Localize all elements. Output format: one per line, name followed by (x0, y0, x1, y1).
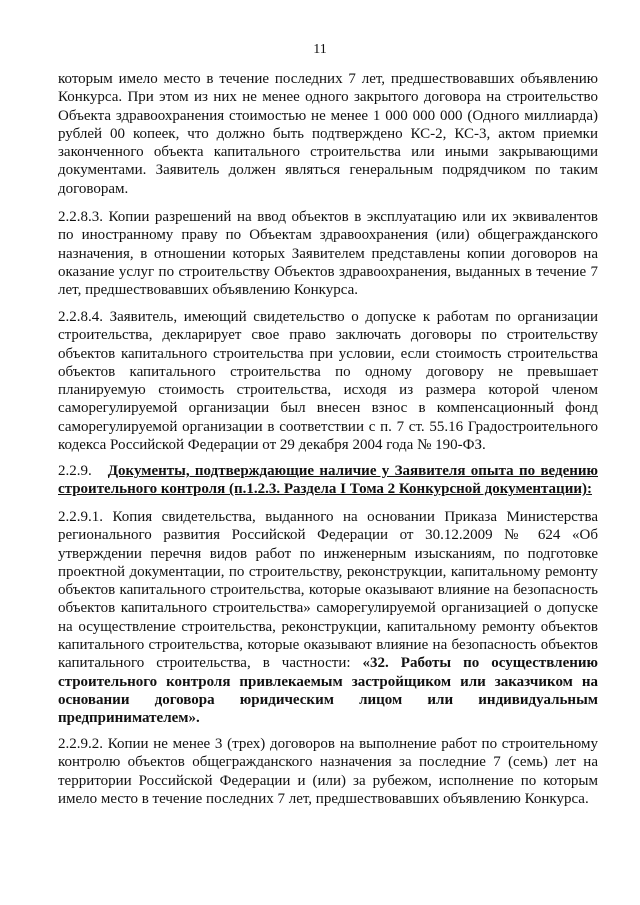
text-line: регионального развития Российской Федерации от 30.12.2009 № 624 «Об (58, 527, 598, 544)
heading-line (58, 462, 598, 480)
text-line: 2.2.9.1. Копия свидетельства, выданного на основании Приказа Министерства (58, 509, 598, 525)
paragraph-2-2-9-2 (58, 735, 598, 808)
text-line: лет, предшествовавших объявлению Конкурса. (58, 282, 358, 299)
text-line: контролю объектов общегражданского назначения за последние 7 (семь) лет на (58, 754, 598, 771)
text-line: имело место в течение последних 7 лет, предшествовавших объявлению Конкурса. (58, 790, 589, 807)
text-line (58, 654, 598, 672)
text-line: которым имело место в течение последних 7 лет, предшествовавших объявлению (58, 71, 598, 87)
text-line: документами. Заявитель должен являться генеральным подрядчиком по таким (58, 162, 598, 179)
text-line: 2.2.8.3. Копии разрешений на ввод объектов в эксплуатацию или их эквивалентов (58, 209, 598, 225)
paragraph-2-2-8-3 (58, 208, 598, 299)
text-line: объектов капитального строительства» саморегулируемой организацией о допуске (58, 600, 598, 617)
text-line: саморегулируемой организации в соответствии с п. 7 ст. 55.16 Градостроительного (58, 418, 598, 435)
text-line: договорам. (58, 180, 129, 197)
heading-text: Документы, подтверждающие наличие у Заявителя опыта по ведению (107, 463, 598, 479)
text-line: планируемую стоимость строительства, исходя из размера которой членом (58, 382, 598, 399)
paragraph-continuation (58, 70, 598, 198)
text-line: утверждении перечня видов работ по инженерным изысканиям, по подготовке (58, 545, 598, 562)
text-line: назначения, в отношении которых Заявителем представлены копии договоров на (58, 245, 598, 262)
text-line: строительства, декларирует свое право заключать договоры по строительству (58, 327, 598, 344)
bold-text-line: основании договора юридическим лицом или индивидуальным (58, 691, 598, 708)
text-line: рублей 00 копеек, что должно быть подтверждено КС-2, КС-3, актом приемки (58, 125, 598, 142)
text-line: законченного объекта капитального строительства или иными закрывающими (58, 144, 598, 161)
text-line: на осуществление строительства, реконструкции, капитальному ремонту объектов (58, 618, 598, 635)
text-line: по иностранному праву по Объектам здравоохранения (или) общегражданского (58, 227, 598, 244)
section-number: 2.2.9. (58, 463, 92, 479)
bold-text-line: предпринимателем». (58, 710, 200, 727)
text-line: Объекта здравоохранения стоимостью не менее 1 000 000 000 (Одного миллиарда) (58, 107, 598, 124)
text-segment: капитального строительства, в частности: (58, 655, 363, 672)
paragraph-2-2-9-1 (58, 508, 598, 728)
text-line: территории Российской Федерации и (или) за рубежом, исполнение по которым (58, 772, 598, 789)
text-line: капитального строительства, которые оказывают влияние на безопасность объектов (58, 637, 598, 654)
paragraph-2-2-8-4 (58, 308, 598, 454)
text-line: саморегулируемой организации был внесен взнос в компенсационный фонд (58, 400, 598, 417)
text-line: Конкурса. При этом из них не менее одного закрытого договора на строительство (58, 89, 598, 106)
section-heading-2-2-9 (58, 462, 598, 499)
text-line: 2.2.8.4. Заявитель, имеющий свидетельство о допуске к работам по организации (58, 309, 598, 325)
bold-text-segment: «32. Работы по осуществлению (362, 655, 598, 672)
text-line: проектной документации, по строительству, реконструкции, капитальному ремонту (58, 563, 598, 580)
text-line: объектов капитального строительства по одному договору не превышает (58, 363, 598, 380)
bold-text-line: строительного контроля привлекаемым застройщиком или заказчиком на (58, 673, 598, 690)
heading-line: строительного контроля (п.1.2.3. Раздела I Тома 2 Конкурсной документации): (58, 481, 592, 498)
page-number: 11 (313, 42, 327, 57)
text-line: кодекса Российской Федерации от 29 декабря 2004 года № 190-ФЗ. (58, 437, 486, 454)
text-line: 2.2.9.2. Копии не менее 3 (трех) договоров на выполнение работ по строительному (58, 736, 598, 752)
text-line: объектов капитального строительства при условии, если стоимость строительства (58, 345, 598, 362)
text-line: объектов капитального строительства, которые оказывают влияние на безопасность (58, 582, 598, 599)
text-line: оказание услуг по строительству Объектов здравоохранения, выданных в течение 7 (58, 263, 598, 280)
